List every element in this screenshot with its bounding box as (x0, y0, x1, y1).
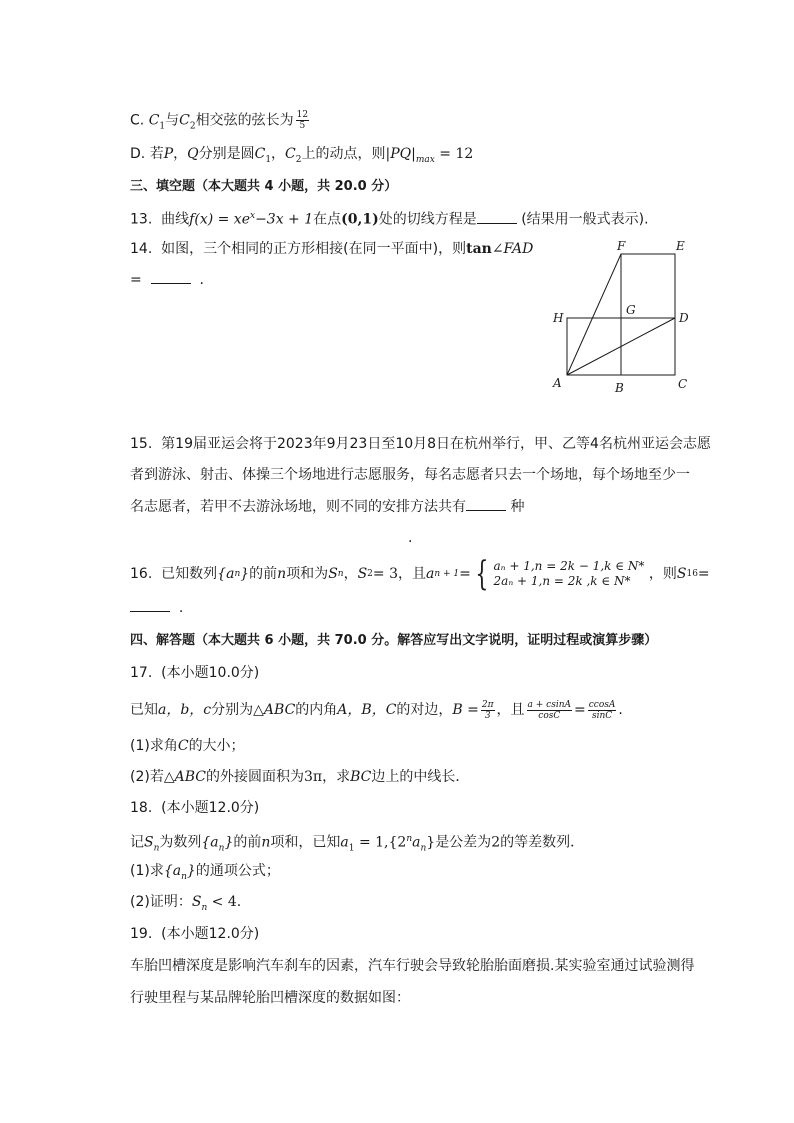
question-17-header: 17. (本小题10.0分) (130, 665, 260, 681)
question-18-stem: 记$S_n$为数列$\{a_n\}$的前n项和，已知$a_1 = 1,\{2^na_n\}$是公差为2的等差数列． (130, 834, 585, 854)
answer-blank (466, 498, 506, 511)
question-15-line-3: 名志愿者，若甲不去游泳场地，则不同的安排方法共有 种 (130, 499, 525, 515)
question-15-line-1: 15. 第19届亚运会将于2023年9月23日至10月8日在杭州举行，甲、乙等4名杭州亚运会志愿 (130, 436, 711, 452)
question-18-part-1: (1)求$\{a_n\}$的通项公式； (130, 863, 280, 882)
question-16-answer: . (130, 599, 183, 617)
question-18-header: 18. (本小题12.0分) (130, 800, 260, 816)
label-G: G (626, 303, 636, 317)
question-14: 14. 如图，三个相同的正方形相接(在同一平面中)，则tan∠FAD (130, 241, 534, 257)
label-H: H (553, 311, 564, 325)
stray-dot: . (408, 530, 413, 546)
answer-blank (477, 211, 517, 224)
square-left (567, 318, 621, 375)
section-4-heading: 四、解答题（本大题共 6 小题，共 70.0 分。解答应写出文字说明，证明过程或演算步骤） (130, 633, 658, 648)
answer-blank (130, 599, 170, 612)
three-squares-figure (545, 236, 705, 396)
answer-blank (151, 271, 191, 284)
label-B: B (615, 381, 624, 395)
option-d: D. 若P，Q分别是圆$C_1$，$C_2$上的动点，则$|PQ|_{max} = 12$ (130, 146, 474, 165)
square-right (621, 318, 675, 375)
question-19-line-1: 车胎凹槽深度是影响汽车刹车的因素，汽车行驶会导致轮胎胎面磨损.某实验室通过试验测得 (130, 958, 695, 974)
section-3-heading: 三、填空题（本大题共 4 小题，共 20.0 分） (130, 179, 398, 194)
option-c: C. $C_1$与$C_2$相交弦的弦长为 $\frac{12}{5}$ (130, 110, 309, 132)
label-A: A (553, 376, 562, 390)
piecewise-definition: { aₙ + 1,n = 2k − 1,k ∈ N* 2aₙ + 1,n = 2k ,k ∈ N* (475, 554, 645, 594)
label-F: F (617, 239, 626, 253)
question-17-part-2: (2)若△ABC的外接圆面积为3π，求BC边上的中线长． (130, 769, 470, 785)
question-19-header: 19. (本小题12.0分) (130, 926, 260, 942)
question-16: 16. 已知数列 {a n } 的前 n 项和为 S n ， S 2 = 3 ，且 a n + 1 = { aₙ + 1,n = 2k − 1,k ∈ N* 2aₙ + 1,n = 2k ,k ∈ N* ，则 S 16 = (130, 554, 710, 594)
question-19-line-2: 行驶里程与某品牌轮胎凹槽深度的数据如图： (130, 990, 410, 1006)
segment-AF (567, 254, 621, 375)
question-17-stem: 已知 a，b，c 分别为 △ABC 的内角 A，B，C 的对边， B = $\frac{2\pi}{3}$ ，且 $\frac{a + csinA}{\cos C}$ = $\frac{ccosA}{\sin C}$ . (130, 699, 623, 721)
question-18-part-2: (2)证明：$S_n < 4$. (130, 894, 242, 913)
question-15-line-2: 者到游泳、射击、体操三个场地进行志愿服务，每名志愿者只去一个场地，每个场地至少一 (130, 467, 690, 483)
question-17-part-1: (1)求角C的大小； (130, 738, 245, 754)
label-E: E (676, 239, 685, 253)
label-D: D (679, 311, 689, 325)
label-C: C (678, 377, 688, 391)
question-13: 13. 曲线$f(x) = xe^x-3x + 1$在点(0,1)处的切线方程是 (结果用一般式表示). (130, 211, 649, 228)
question-14-answer: = . (130, 272, 204, 288)
